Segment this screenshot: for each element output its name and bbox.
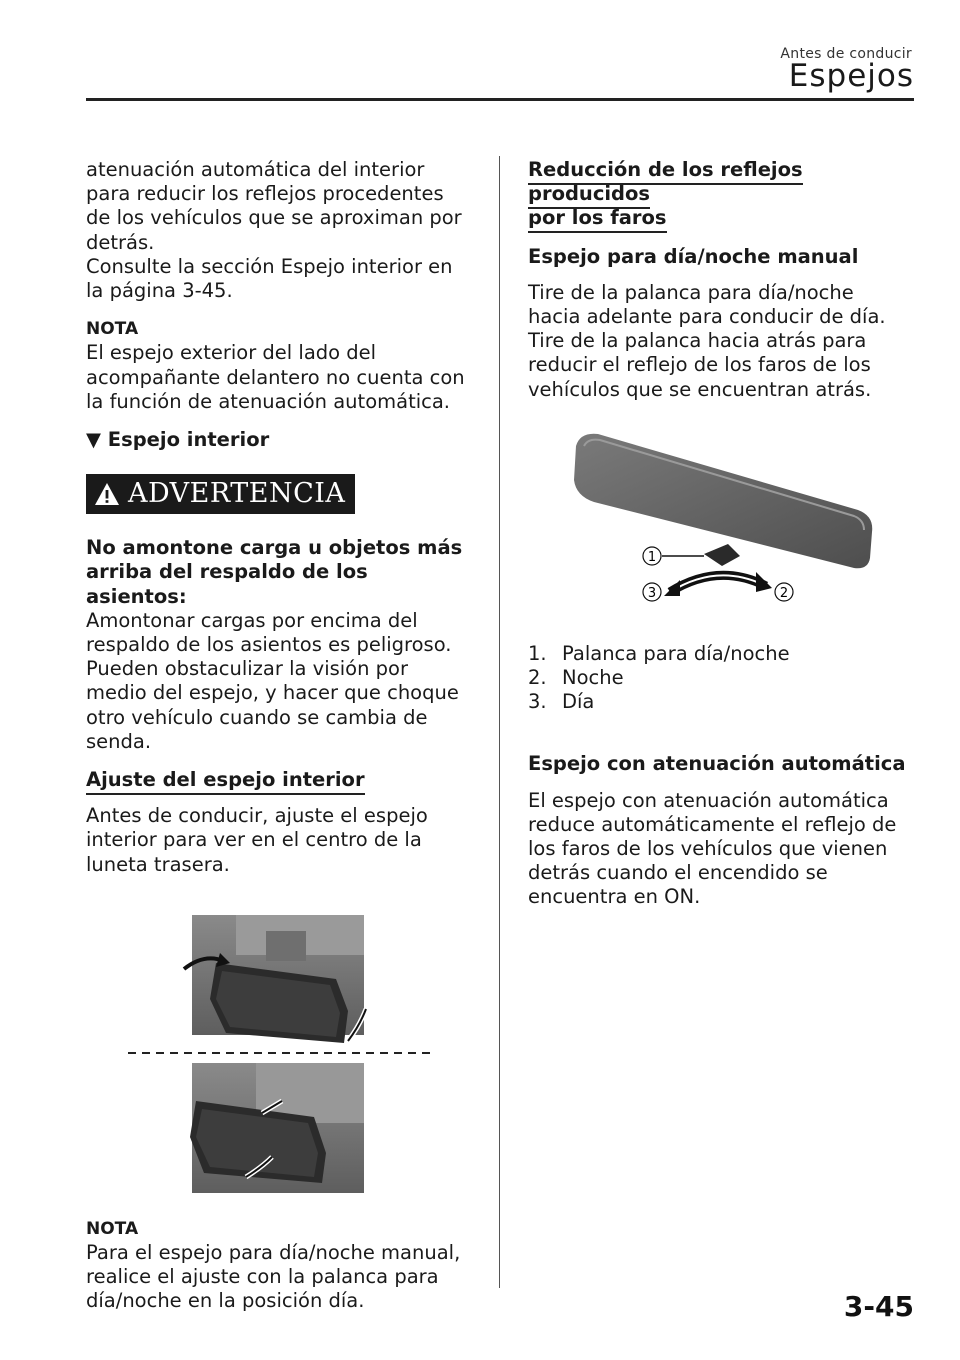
text-line: de los vehículos que se aproximan por xyxy=(86,206,462,230)
text-line: la función de atenuación automática. xyxy=(86,389,450,413)
list-text: Día xyxy=(562,690,595,714)
callout-2: 2 xyxy=(779,585,789,601)
header-chapter-title: Espejos xyxy=(788,58,914,94)
text-line: acompañante delantero no cuenta con xyxy=(86,365,465,389)
auto-dimming-heading: Espejo con atenuación automática xyxy=(528,752,906,776)
text-line: El espejo exterior del lado del xyxy=(86,341,377,365)
text-line: reducir el reflejo de los faros de los xyxy=(528,353,871,377)
nota-title: NOTA xyxy=(86,319,139,340)
text-line: Tire de la palanca hacia atrás para xyxy=(528,329,867,353)
column-divider xyxy=(499,156,500,1288)
header-section-label: Antes de conducir xyxy=(780,46,912,62)
auto-dimming-paragraph xyxy=(528,789,910,910)
text-line: Consulte la sección Espejo interior en xyxy=(86,254,453,278)
glare-heading-line: por los faros xyxy=(528,206,667,233)
text-line: atenuación automática del interior xyxy=(86,158,425,181)
day-night-mirror-illustration xyxy=(528,416,910,626)
text-line: Para el espejo para día/noche manual, xyxy=(86,1241,461,1265)
adjust-heading-text: Ajuste del espejo interior xyxy=(86,768,365,795)
right-column xyxy=(528,158,910,924)
section-heading-espejo-interior xyxy=(86,428,468,452)
text-line: detrás. xyxy=(86,230,155,254)
adjust-heading xyxy=(86,768,468,792)
figure-legend-list xyxy=(528,642,910,715)
glare-heading xyxy=(528,158,910,231)
callout-1: 1 xyxy=(647,549,657,565)
warning-bold-line: arriba del respaldo de los asientos: xyxy=(86,560,368,608)
text-line: El espejo con atenuación automática xyxy=(528,788,889,812)
warning-text xyxy=(86,536,468,754)
warning-bold-line: No amontone carga u objetos más xyxy=(86,536,463,560)
list-item xyxy=(528,642,910,666)
intro-paragraph xyxy=(86,158,468,303)
nota-title: NOTA xyxy=(86,1218,139,1239)
manual-heading: Espejo para día/noche manual xyxy=(528,244,859,268)
manual-paragraph xyxy=(528,281,910,402)
glare-heading-line: Reducción de los reflejos producidos xyxy=(528,158,803,209)
triangle-marker-icon: ▼ xyxy=(86,428,101,452)
list-text: Noche xyxy=(562,666,624,690)
text-line: Tire de la palanca para día/noche xyxy=(528,280,854,304)
mirror-adjustment-illustration xyxy=(86,891,468,1201)
warning-label: ADVERTENCIA xyxy=(128,478,346,510)
list-number: 2. xyxy=(528,666,547,690)
text-line: para reducir los reflejos procedentes xyxy=(86,182,444,206)
text-line: medio del espejo, y hacer que choque xyxy=(86,681,459,705)
warning-banner xyxy=(86,474,355,514)
list-number: 1. xyxy=(528,641,547,665)
text-line: senda. xyxy=(86,729,152,753)
text-line: otro vehículo cuando se cambia de xyxy=(86,705,428,729)
adjust-paragraph xyxy=(86,804,468,877)
text-line: detrás cuando el encendido se xyxy=(528,861,828,885)
text-line: vehículos que se encuentran atrás. xyxy=(528,377,872,401)
text-line: Amontonar cargas por encima del xyxy=(86,608,418,632)
list-number: 3. xyxy=(528,690,547,714)
list-text: Palanca para día/noche xyxy=(562,641,790,665)
page-number: 3-45 xyxy=(843,1290,914,1323)
text-line: la página 3-45. xyxy=(86,279,233,303)
text-line: realice el ajuste con la palanca para xyxy=(86,1265,439,1289)
text-line: interior para ver en el centro de la xyxy=(86,828,422,852)
text-line: encuentra en ON. xyxy=(528,885,701,909)
text-line: respaldo de los asientos es peligroso. xyxy=(86,633,452,657)
nota-1 xyxy=(86,317,468,414)
warning-triangle-icon xyxy=(94,482,120,506)
section-title: Espejo interior xyxy=(107,428,270,452)
left-column xyxy=(86,158,468,1328)
header-rule xyxy=(86,98,914,101)
list-item xyxy=(528,666,910,690)
text-line: reduce automáticamente el reflejo de xyxy=(528,812,897,836)
text-line: Antes de conducir, ajuste el espejo xyxy=(86,804,428,828)
text-line: luneta trasera. xyxy=(86,852,230,876)
text-line: hacia adelante para conducir de día. xyxy=(528,305,886,329)
text-line: los faros de los vehículos que vienen xyxy=(528,837,888,861)
list-item xyxy=(528,690,910,714)
text-line: Pueden obstaculizar la visión por xyxy=(86,657,408,681)
callout-3: 3 xyxy=(647,585,657,601)
nota-2 xyxy=(86,1217,468,1314)
text-line: día/noche en la posición día. xyxy=(86,1289,365,1313)
